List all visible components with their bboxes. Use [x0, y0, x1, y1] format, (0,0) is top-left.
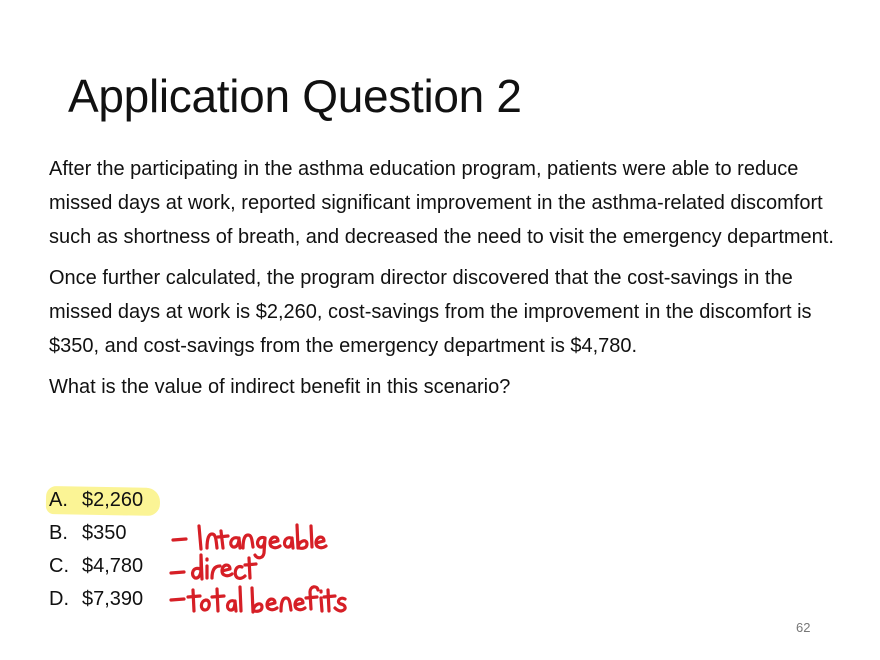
option-value: $4,780: [82, 555, 144, 577]
option-a: [49, 484, 143, 517]
page-number: 62: [796, 620, 811, 635]
option-d: [49, 583, 143, 616]
scenario-paragraph: After the participating in the asthma education program, patients were able to reduce missed days at work, reported significant improvement in the asthma-related discomfort such as shortness of breath, and decreased the need to visit the emergency department.: [49, 158, 834, 248]
option-value: $2,260: [82, 489, 144, 511]
option-letter: B.: [49, 522, 68, 544]
note-direct: [171, 555, 256, 579]
question-text: What is the value of indirect benefit in this scenario?: [49, 376, 511, 398]
option-letter: C.: [49, 555, 69, 577]
option-c: [49, 550, 143, 583]
slide-title: Application Question 2: [68, 70, 522, 122]
option-value: $7,390: [82, 588, 144, 610]
option-value: $350: [82, 522, 127, 544]
option-letter: D.: [49, 588, 69, 610]
option-letter: A.: [49, 489, 68, 511]
question-body: [49, 152, 849, 404]
note-intangible: [173, 525, 326, 558]
note-total-benefits: [171, 587, 345, 612]
answer-options: [49, 484, 143, 616]
calculation-paragraph: Once further calculated, the program director discovered that the cost-savings in the missed days at work is $2,260, cost-savings from the improvement in the discomfort is $350, and cost-savings from the emergency department is $4,780.: [49, 267, 812, 357]
option-b: [49, 517, 143, 550]
